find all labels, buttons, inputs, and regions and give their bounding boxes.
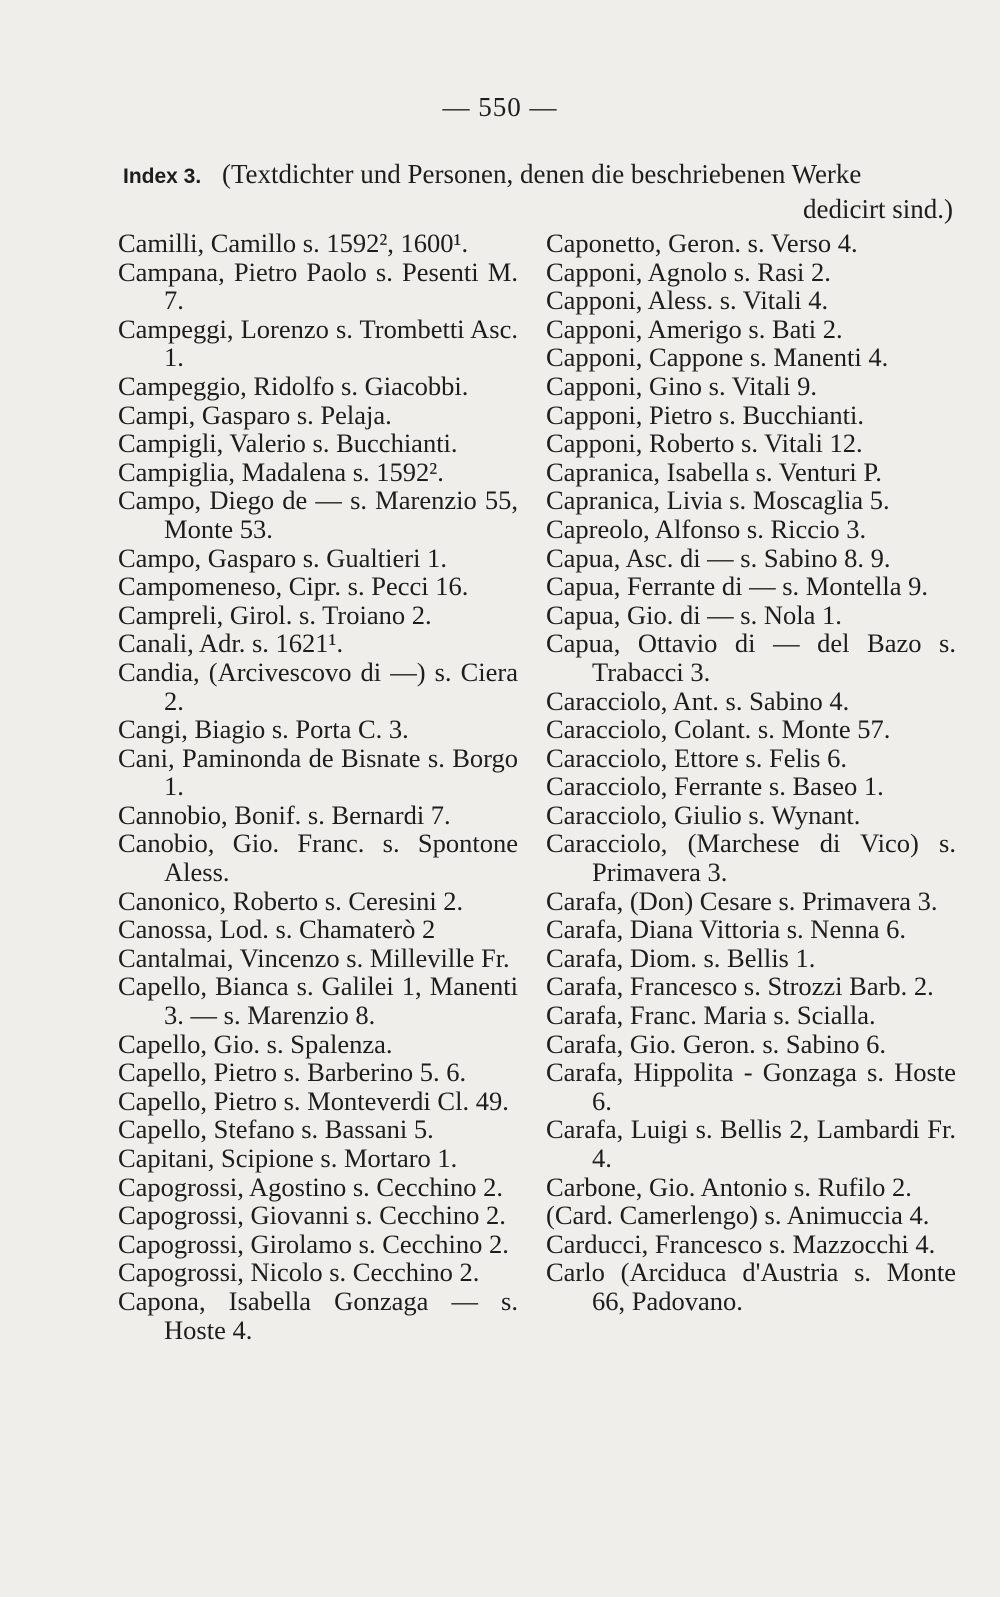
index-entry: Capua, Ottavio di — del Bazo s. Trabacci 3. [546, 628, 956, 687]
index-entry: Capponi, Agnolo s. Rasi 2. [546, 256, 831, 287]
index-entry: Capello, Gio. s. Spalenza. [118, 1028, 393, 1059]
index-column-left [118, 229, 518, 1344]
index-entry: Capranica, Isabella s. Venturi P. [546, 456, 882, 487]
index-entry: Caracciolo, Ant. s. Sabino 4. [546, 685, 850, 716]
index-entry: Canobio, Gio. Franc. s. Spontone Aless. [118, 828, 518, 888]
index-entry: Caracciolo, Ettore s. Felis 6. [546, 742, 847, 773]
index-entry: (Card. Camerlengo) s. Animuccia 4. [546, 1200, 930, 1231]
index-entry: Campreli, Girol. s. Troiano 2. [118, 599, 432, 630]
index-entry: Capogrossi, Girolamo s. Cecchino 2. [118, 1228, 509, 1259]
index-entry: Capello, Bianca s. Galilei 1, Manenti 3. — s. Marenzio 8. [118, 971, 518, 1031]
index-entry: Canali, Adr. s. 1621¹. [118, 628, 344, 659]
index-entry: Carducci, Francesco s. Mazzocchi 4. [546, 1228, 936, 1259]
index-entry: Capponi, Gino s. Vitali 9. [546, 370, 818, 401]
index-entry: Campeggio, Ridolfo s. Giacobbi. [118, 370, 469, 401]
index-entry: Cani, Paminonda de Bisnate s. Borgo 1. [118, 742, 518, 802]
index-entry: Carafa, (Don) Cesare s. Primavera 3. [546, 885, 938, 916]
index-entry: Campigli, Valerio s. Bucchianti. [118, 428, 458, 459]
index-entry: Candia, (Arcivescovo di —) s. Ciera 2. [118, 656, 518, 716]
index-heading [123, 158, 953, 225]
index-entry: Caponetto, Geron. s. Verso 4. [546, 228, 858, 258]
index-entry: Campi, Gasparo s. Pelaja. [118, 399, 392, 430]
index-entry: Camilli, Camillo s. 1592², 1600¹. [118, 228, 469, 258]
index-entry: Cannobio, Bonif. s. Bernardi 7. [118, 799, 451, 830]
index-entry: Capello, Pietro s. Monteverdi Cl. 49. [118, 1085, 509, 1116]
index-entry: Campana, Pietro Paolo s. Pesenti M. 7. [118, 256, 518, 316]
index-entry: Cantalmai, Vincenzo s. Milleville Fr. [118, 942, 510, 973]
index-entry: Capitani, Scipione s. Mortaro 1. [118, 1143, 458, 1173]
index-label: Index 3. [123, 165, 202, 188]
index-entry: Carafa, Hippolita - Gonzaga s. Hoste 6. [546, 1057, 956, 1116]
index-entry: Capogrossi, Nicolo s. Cecchino 2. [118, 1257, 480, 1288]
index-subtitle: (Textdichter und Personen, denen die beschriebenen Werke [221, 159, 862, 189]
index-column-right [546, 229, 956, 1316]
index-entry: Canonico, Roberto s. Ceresini 2. [118, 885, 464, 916]
index-entry: Cangi, Biagio s. Porta C. 3. [118, 714, 409, 745]
index-entry: Capranica, Livia s. Moscaglia 5. [546, 485, 890, 516]
index-entry: Canossa, Lod. s. Chamaterò 2 [118, 914, 436, 945]
index-entry: Capponi, Pietro s. Bucchianti. [546, 399, 864, 430]
index-entry: Carafa, Luigi s. Bellis 2, Lambardi Fr. 4. [546, 1114, 956, 1173]
index-entry: Campeggi, Lorenzo s. Trombetti Asc. 1. [118, 313, 518, 373]
index-entry: Campomeneso, Cipr. s. Pecci 16. [118, 571, 469, 602]
index-entry: Caracciolo, (Marchese di Vico) s. Primavera 3. [546, 828, 956, 888]
index-entry: Capreolo, Alfonso s. Riccio 3. [546, 513, 867, 544]
index-entry: Capona, Isabella Gonzaga — s. Hoste 4. [118, 1285, 518, 1345]
index-entry: Capponi, Aless. s. Vitali 4. [546, 285, 829, 316]
index-entry: Capponi, Amerigo s. Bati 2. [546, 313, 843, 344]
index-entry: Carlo (Arciduca d'Austria s. Monte 66, Padovano. [546, 1257, 956, 1316]
index-entry: Carafa, Diana Vittoria s. Nenna 6. [546, 914, 906, 945]
index-entry: Campo, Gasparo s. Gualtieri 1. [118, 542, 447, 573]
index-subtitle-continuation: dedicirt sind.) [803, 194, 953, 224]
index-entry: Caracciolo, Ferrante s. Baseo 1. [546, 771, 884, 802]
index-entry: Capponi, Roberto s. Vitali 12. [546, 428, 863, 459]
index-entry: Capua, Ferrante di — s. Montella 9. [546, 571, 928, 602]
index-entry: Capogrossi, Giovanni s. Cecchino 2. [118, 1200, 506, 1231]
index-entry: Campo, Diego de — s. Marenzio 55, Monte 53. [118, 485, 518, 544]
index-entry: Capello, Stefano s. Bassani 5. [118, 1114, 434, 1145]
index-entry: Caracciolo, Giulio s. Wynant. [546, 799, 861, 830]
index-entry: Caracciolo, Colant. s. Monte 57. [546, 714, 891, 745]
index-entry: Carafa, Francesco s. Strozzi Barb. 2. [546, 971, 934, 1002]
index-entry: Campiglia, Madalena s. 1592². [118, 456, 444, 487]
index-entry: Carafa, Diom. s. Bellis 1. [546, 942, 816, 973]
index-entry: Capponi, Cappone s. Manenti 4. [546, 342, 889, 373]
index-entry: Capua, Gio. di — s. Nola 1. [546, 599, 842, 630]
page-number: — 550 — [442, 92, 558, 122]
index-entry: Capogrossi, Agostino s. Cecchino 2. [118, 1171, 503, 1202]
index-entry: Carbone, Gio. Antonio s. Rufilo 2. [546, 1171, 912, 1202]
index-entry: Carafa, Franc. Maria s. Scialla. [546, 1000, 876, 1031]
index-entry: Carafa, Gio. Geron. s. Sabino 6. [546, 1028, 887, 1059]
index-entry: Capua, Asc. di — s. Sabino 8. 9. [546, 542, 891, 573]
index-entry: Capello, Pietro s. Barberino 5. 6. [118, 1057, 467, 1088]
